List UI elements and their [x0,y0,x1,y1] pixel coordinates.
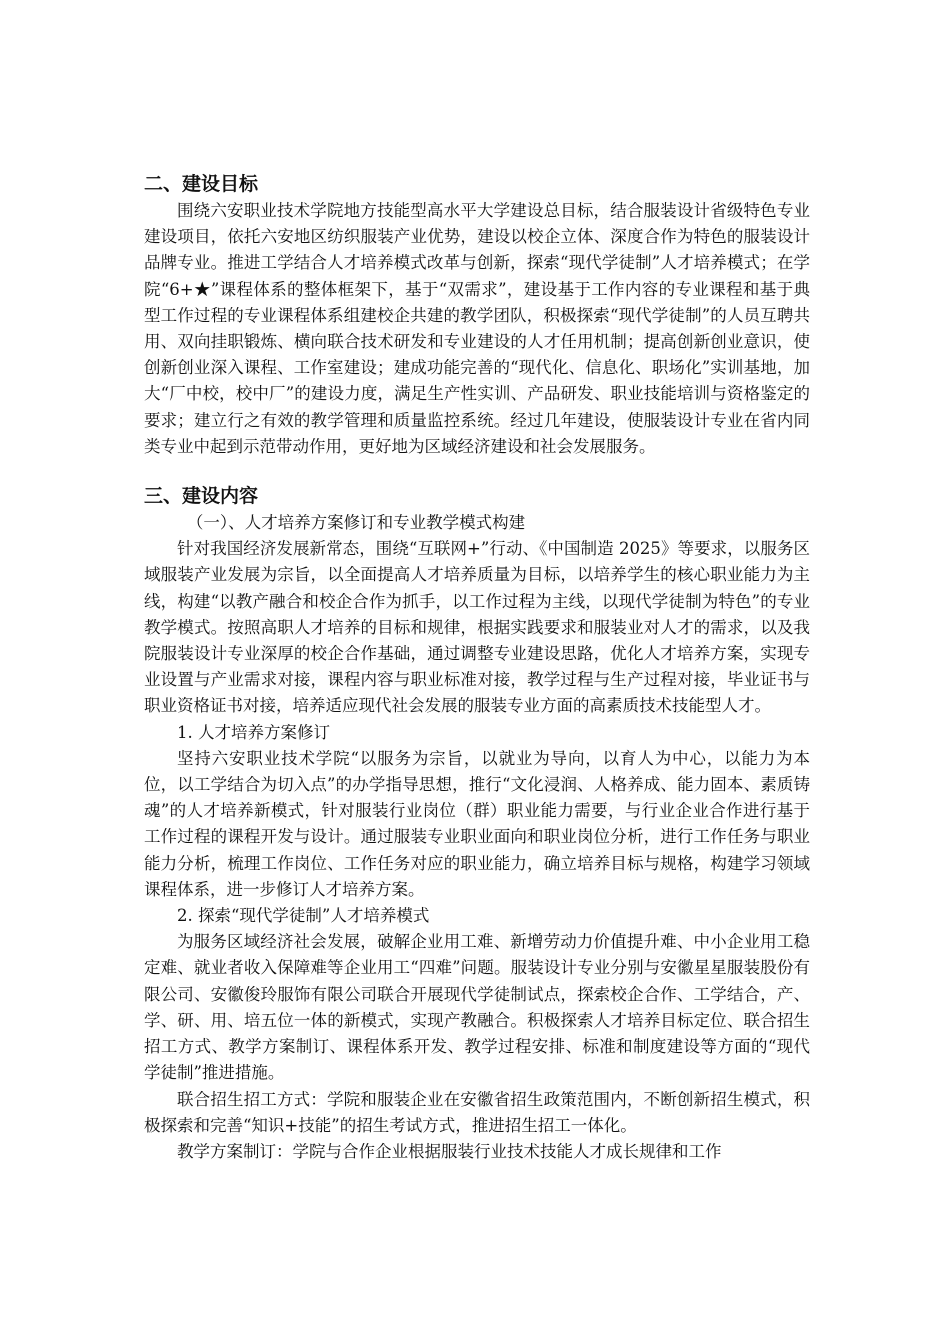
item2-paragraph: 为服务区域经济社会发展，破解企业用工难、新增劳动力价值提升难、中小企业用工稳定难、就业者收入保障难等企业用工“四难”问题。服装设计专业分别与安徽星星服装股份有限公司、安徽俊玲服饰有限公司联合开展现代学徒制试点，探索校企合作、工学结合，产、学、研、用、培五位一体的新模式，实现产教融合。积极探索人才培养目标定位、联合招生招工方式、教学方案制订、课程体系开发、教学过程安排、标准和制度建设等方面的“现代学徒制”推进措施。 [144,932,810,1083]
item1-title: 1. 人才培养方案修订 [177,722,330,742]
section-gap [144,460,810,482]
item2-title: 2. 探索“现代学徒制”人才培养模式 [177,906,430,926]
section-heading-goals: 二、建设目标 [144,173,259,195]
item1-paragraph: 坚持六安职业技术学院“以服务为宗旨，以就业为导向，以育人为中心，以能力为本位，以工学结合为切入点”的办学指导思想，推行“文化浸润、人格养成、能力固本、素质铸魂”的人才培养新模式，针对服装行业岗位（群）职业能力需要，与行业企业合作进行基于工作过程的课程开发与设计。通过服装专业职业面向和职业岗位分析，进行工作任务与职业能力分析，梳理工作岗位、工作任务对应的职业能力，确立培养目标与规格，构建学习领域课程体系，进一步修订人才培养方案。 [144,748,810,899]
section-heading-content: 三、建设内容 [144,485,259,508]
content-intro-paragraph: 针对我国经济发展新常态，围绕“互联网+”行动、《中国制造 2025》等要求，以服务区域服装产业发展为宗旨，以全面提高人才培养质量为目标，以培养学生的核心职业能力为主线，构建“以教产融合和校企合作为抓手，以工作过程为主线，以现代学徒制为特色”的专业教学模式。按照高职人才培养的目标和规律，根据实践要求和服装业对人才的需求，以及我院服装设计专业深厚的校企合作基础，通过调整专业建设思路，优化人才培养方案，实现专业设置与产业需求对接，课程内容与职业标准对接，教学过程与生产过程对接，毕业证书与职业资格证书对接，培养适应现代社会发展的服装专业方面的高素质技术技能型人才。 [144,539,810,716]
subsection-heading: （一）、人才培养方案修订和专业教学模式构建 [186,513,526,533]
document-page [144,170,810,1165]
item2-paragraph-teaching-plan: 教学方案制订：学院与合作企业根据服装行业技术技能人才成长规律和工作 [177,1141,722,1161]
goals-paragraph: 围绕六安职业技术学院地方技能型高水平大学建设总目标，结合服装设计省级特色专业建设项目，依托六安地区纺织服装产业优势，建设以校企立体、深度合作为特色的服装设计品牌专业。推进工学结合人才培养模式改革与创新，探索“现代学徒制”人才培养模式；在学院“6+★”课程体系的整体框架下，基于“双需求”，建设基于工作内容的专业课程和基于典型工作过程的专业课程体系组建校企共建的教学团队，积极探索“现代学徒制”的人员互聘共用、双向挂职锻炼、横向联合技术研发和专业建设的人才任用机制；提高创新创业意识，使创新创业深入课程、工作室建设；建成功能完善的“现代化、信息化、职场化”实训基地，加大“厂中校，校中厂”的建设力度，满足生产性实训、产品研发、职业技能培训与资格鉴定的要求；建立行之有效的教学管理和质量监控系统。经过几年建设，使服装设计专业在省内同类专业中起到示范带动作用，更好地为区域经济建设和社会发展服务。 [144,201,810,456]
item2-paragraph-recruitment: 联合招生招工方式：学院和服装企业在安徽省招生政策范围内，不断创新招生模式，积极探索和完善“知识+技能”的招生考试方式，推进招生招工一体化。 [144,1089,810,1135]
